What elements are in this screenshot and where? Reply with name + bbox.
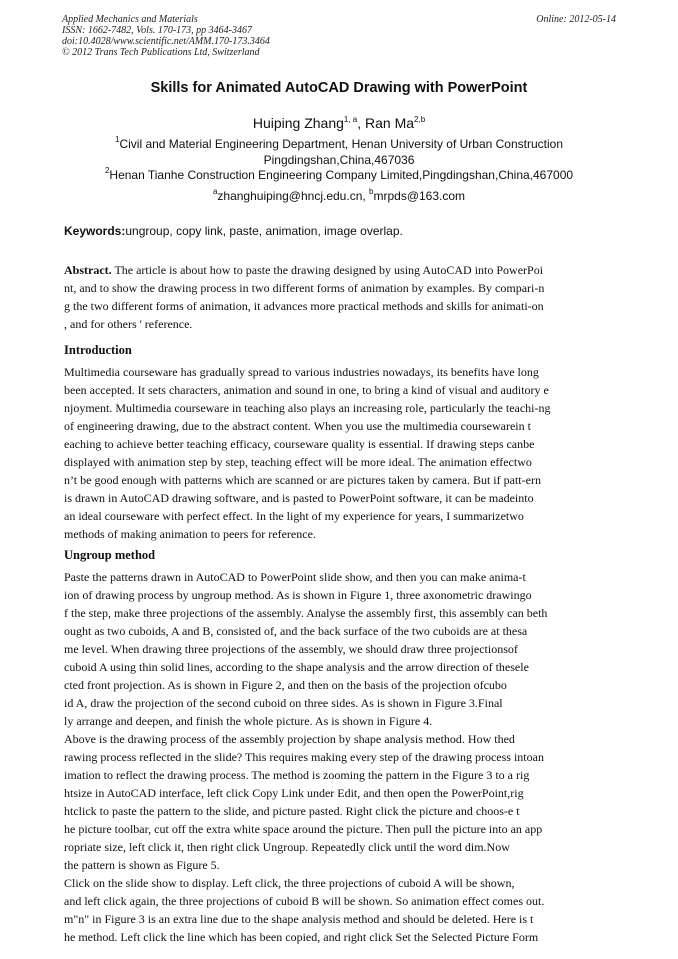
affiliation-1-text: Civil and Material Engineering Department, Henan University of Urban Construction: [119, 137, 563, 151]
keywords-label: Keywords:: [64, 224, 126, 238]
ungroup-line: htsize in AutoCAD interface, left click Copy Link under Edit, and then open the PowerPoint,rig: [64, 786, 524, 800]
copyright-line: © 2012 Trans Tech Publications Ltd, Switzerland: [62, 47, 260, 58]
paper-title: Skills for Animated AutoCAD Drawing with PowerPoint: [150, 80, 528, 96]
intro-line: methods of making animation to peers for reference.: [64, 527, 316, 541]
email-1: zhanghuiping@hncj.edu.cn,: [217, 189, 370, 203]
affiliation-2-mark: 2: [104, 166, 110, 175]
issn-line: ISSN: 1662-7482, Vols. 170-173, pp 3464-3467: [62, 25, 252, 36]
ungroup-line: ropriate size, left click it, then right click Ungroup. Repeatedly click until the word dim.Now: [64, 840, 510, 854]
running-header: [62, 14, 618, 58]
ungroup-line: id A, draw the projection of the second cuboid on three sides. As is shown in Figure 3.Final: [64, 696, 503, 710]
abstract: [64, 261, 620, 333]
keywords-text: ungroup, copy link, paste, animation, image overlap.: [125, 224, 403, 238]
ungroup-line: and left click again, the three projections of cuboid B will be shown. So animation effect comes out.: [64, 894, 545, 908]
affiliation-1-city: Pingdingshan,China,467036: [263, 153, 415, 167]
author-1-affiliation: 1, a: [343, 115, 358, 124]
ungroup-line: ion of drawing process by ungroup method. As is shown in Figure 1, three axonometric drawingo: [64, 588, 532, 602]
ungroup-heading: Ungroup method: [64, 548, 156, 562]
ungroup-line: imation to reflect the drawing process. The method is zooming the pattern in the Figure 3 to a rig: [64, 768, 530, 782]
intro-line: is drawn in AutoCAD drawing software, and is pasted to PowerPoint software, it can be madeinto: [64, 491, 534, 505]
author-2: Ran Ma: [365, 115, 415, 131]
keywords: [64, 224, 620, 238]
doi-line: doi:10.4028/www.scientific.net/AMM.170-173.3464: [62, 36, 270, 47]
ungroup-line: the pattern is shown as Figure 5.: [64, 858, 220, 872]
intro-line: an ideal courseware with perfect effect. In the light of my experience for years, I summarizetwo: [64, 509, 524, 523]
email-2: mrpds@163.com: [373, 189, 466, 203]
ungroup-line: Click on the slide show to display. Left click, the three projections of cuboid A will be shown,: [64, 876, 515, 890]
author-2-affiliation: 2,b: [414, 115, 426, 124]
affiliation-1: [0, 137, 678, 151]
intro-line: Multimedia courseware has gradually spread to various industries nowadays, its benefits have long: [64, 365, 539, 379]
journal-name: Applied Mechanics and Materials: [62, 14, 198, 25]
ungroup-line: me level. When drawing three projections of the assembly, we should draw three projectionsof: [64, 642, 518, 656]
ungroup-line: htclick to paste the pattern to the slide, and picture pasted. Right click the picture and choos-e t: [64, 804, 520, 818]
author-1: Huiping Zhang: [252, 115, 344, 131]
ungroup-line: cuboid A using thin solid lines, according to the shape analysis and the arrow direction of theselе: [64, 660, 529, 674]
affiliation-2-text: Henan Tianhe Construction Engineering Company Limited,Pingdingshan,China,467000: [109, 168, 574, 182]
author-separator: ,: [357, 115, 366, 131]
ungroup-line: ly arrange and deepen, and finish the whole picture. As is shown in Figure 4.: [64, 714, 433, 728]
intro-line: njoyment. Multimedia courseware in teaching also plays an increasing role, particularly the teachi-ng: [64, 401, 551, 415]
email-2-mark: b: [369, 187, 374, 196]
ungroup-line: Paste the patterns drawn in AutoCAD to PowerPoint slide show, and then you can make anima-t: [64, 570, 526, 584]
ungroup-line: m"n" in Figure 3 is an extra line due to the shape analysis method and should be deleted. Here is t: [64, 912, 534, 926]
abstract-label: Abstract.: [64, 263, 112, 277]
abstract-line-text: The article is about how to paste the drawing designed by using AutoCAD into PowerPoi: [111, 263, 544, 277]
ungroup-line: Above is the drawing process of the assembly projection by shape analysis method. How thed: [64, 732, 515, 746]
intro-line: been accepted. It sets characters, animation and sound in one, to bring a kind of visual and auditory e: [64, 383, 549, 397]
abstract-line: nt, and to show the drawing process in two different forms of animation by examples. By compari-n: [64, 281, 545, 295]
ungroup-line: f the step, make three projections of the assembly. Analyse the assembly first, this assembly can beth: [64, 606, 548, 620]
email-line: [0, 189, 678, 203]
intro-line: eaching to achieve better teaching efficacy, courseware quality is essential. If drawing steps canbe: [64, 437, 535, 451]
ungroup-line: he method. Left click the line which has been copied, and right click Set the Selected Picture Form: [64, 930, 539, 944]
abstract-line: g the two different forms of animation, it advances more practical methods and skills for animati-on: [64, 299, 544, 313]
ungroup-body: [64, 568, 620, 946]
intro-line: n’t be good enough with patterns which are scanned or are pictures taken by camera. But if patt-ern: [64, 473, 541, 487]
online-date: Online: 2012-05-14: [536, 14, 616, 25]
intro-line: displayed with animation step by step, teaching effect will be more ideal. The animation effectwo: [64, 455, 532, 469]
intro-line: of engineering drawing, due to the abstract content. When you use the multimedia coursewarein t: [64, 419, 531, 433]
abstract-line: [64, 261, 620, 279]
affiliation-1-mark: 1: [115, 135, 120, 144]
email-1-mark: a: [212, 187, 218, 196]
introduction-body: [64, 363, 620, 543]
ungroup-line: cted front projection. As is shown in Figure 2, and then on the basis of the projection ofcubo: [64, 678, 507, 692]
introduction-heading: Introduction: [64, 343, 132, 357]
ungroup-line: rawing process reflected in the slide? This requires making every step of the drawing process intoan: [64, 750, 544, 764]
ungroup-line: ought as two cuboids, A and B, consisted of, and the back surface of the two cuboids are at thesa: [64, 624, 528, 638]
affiliation-2: [0, 168, 678, 182]
abstract-line: , and for others ' reference.: [64, 317, 193, 331]
ungroup-line: he picture toolbar, cut off the extra white space around the picture. Then pull the picture into an app: [64, 822, 543, 836]
author-line: [0, 115, 678, 131]
